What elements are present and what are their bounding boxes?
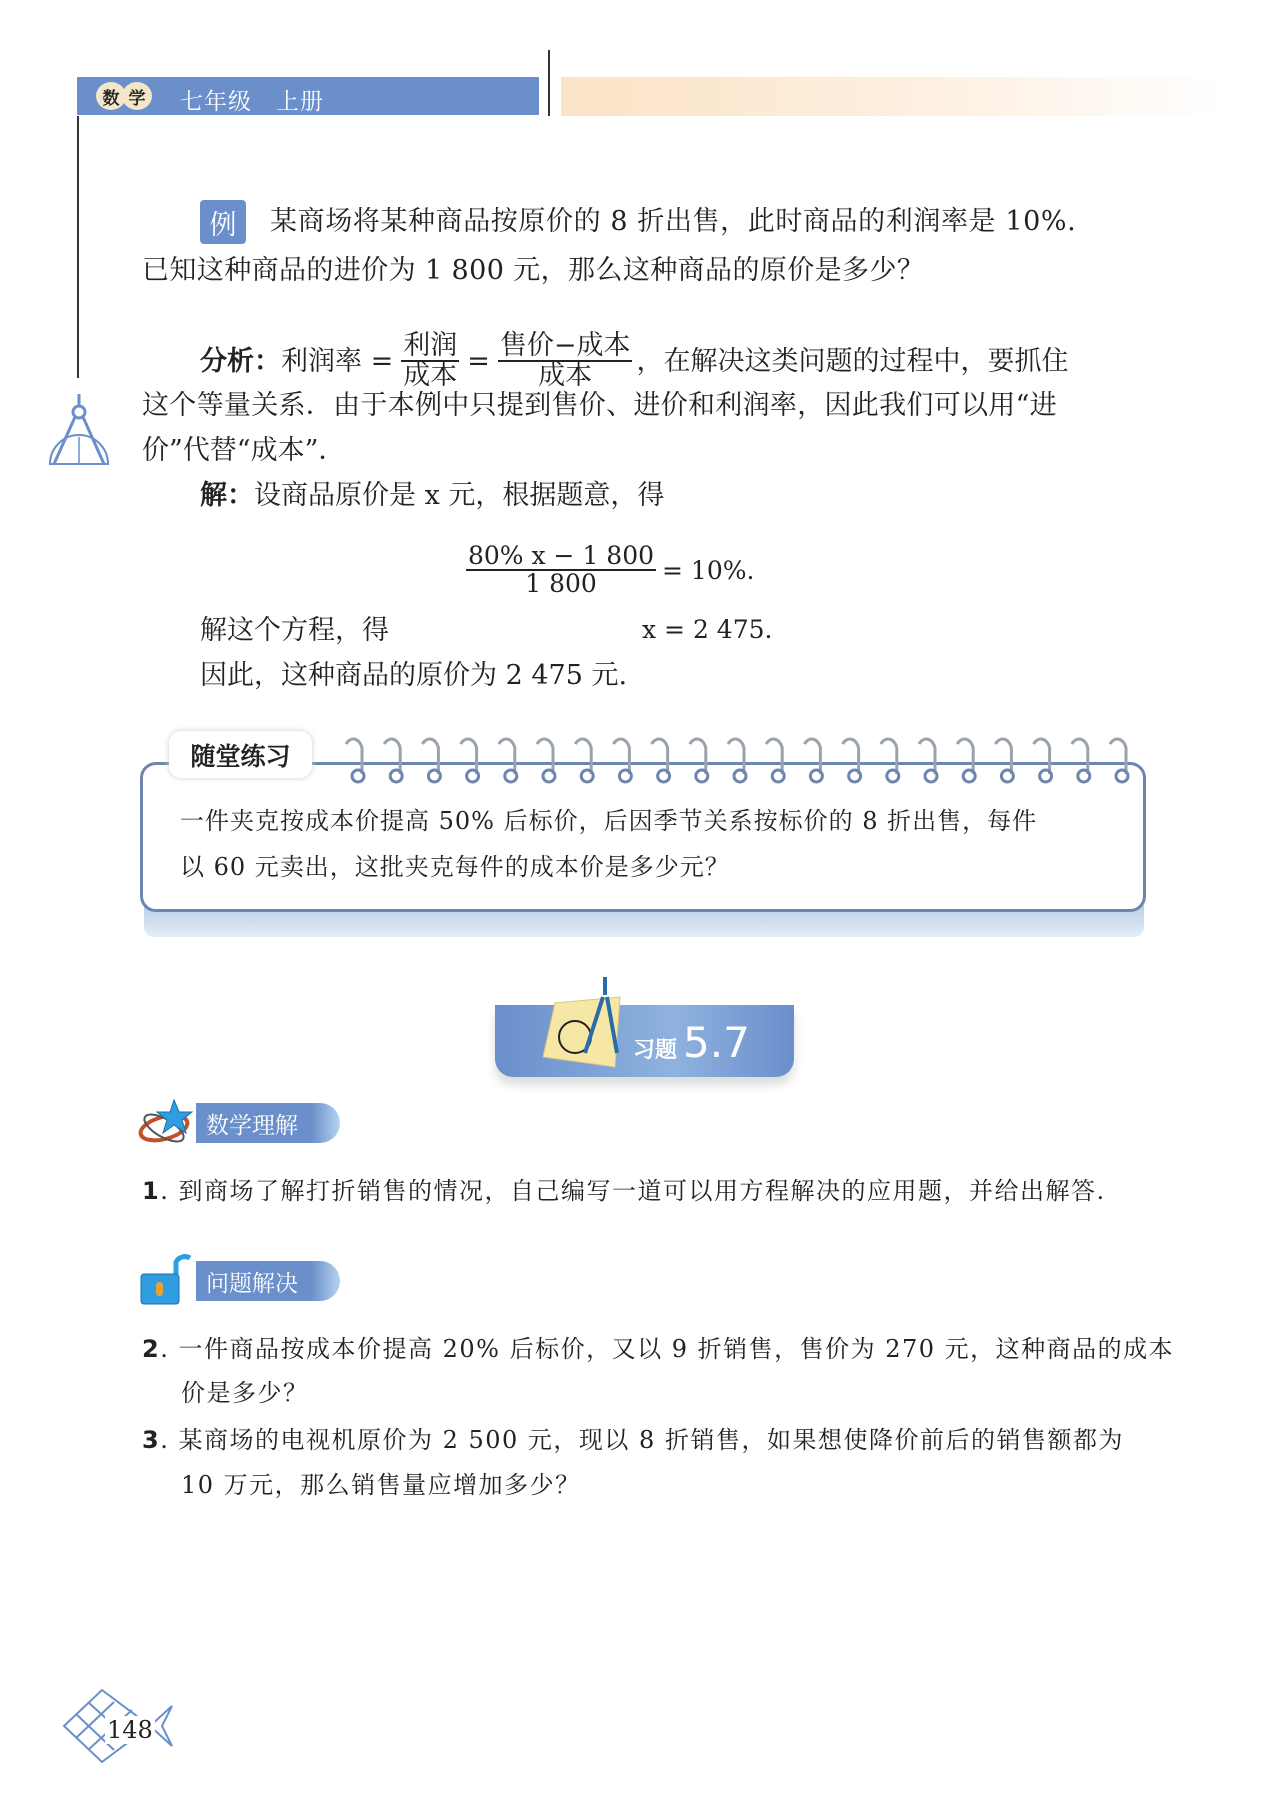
grade-title: 七年级 上册 (180, 89, 324, 115)
analysis-line-2: 这个等量关系．由于本例中只提到售价、进价和利润率，因此我们可以用“进 (142, 390, 1058, 421)
spiral-hole (772, 770, 784, 782)
spiral-hole (619, 770, 631, 782)
exercise-label: 习题 (633, 1038, 678, 1063)
practice-line-1: 一件夹克按成本价提高 50% 后标价，后因季节关系按标价的 8 折出售，每件 (180, 807, 1038, 835)
numerator: 利润 (403, 330, 458, 361)
question-1: 1. 到商场了解打折销售的情况，自己编写一道可以用方程解决的应用题，并给出解答. (142, 1177, 1106, 1205)
spiral-hole (849, 770, 861, 782)
equals-sign: = (467, 345, 490, 377)
question-2-cont: 价是多少？ (181, 1379, 309, 1407)
spiral-hole (428, 770, 440, 782)
open-lock-icon (138, 1250, 194, 1306)
question-3: 3. 某商场的电视机原价为 2 500 元，现以 8 折销售，如果想使降价前后的销售额都为 (142, 1426, 1124, 1454)
spiral-hole (1116, 770, 1128, 782)
spiral-hole (1001, 770, 1013, 782)
spiral-binding (340, 726, 1140, 786)
numerator: 80% x − 1 800 (468, 541, 655, 570)
practice-line-2: 以 60 元卖出，这批夹克每件的成本价是多少元？ (180, 853, 730, 881)
example-line-2: 已知这种商品的进价为 1 800 元，那么这种商品的原价是多少？ (142, 255, 925, 286)
question-2: 2. 一件商品按成本价提高 20% 后标价，又以 9 折销售，售价为 270 元，这种商品的成本 (142, 1335, 1175, 1363)
section-label-problem-solving: 问题解决 (196, 1261, 340, 1301)
spiral-hole (658, 770, 670, 782)
analysis-rest: ，在解决这类问题的过程中，要抓住 (636, 345, 1069, 377)
solve-label: 解这个方程，得 (200, 615, 389, 646)
solution-label: 解： (200, 480, 254, 511)
spiral-hole (1040, 770, 1052, 782)
question-number: 2 (142, 1335, 161, 1363)
spiral-hole (887, 770, 899, 782)
subject-logo (96, 82, 148, 110)
practice-label: 随堂练习 (169, 731, 312, 778)
exercise-title (633, 1018, 750, 1067)
solution-line-1 (200, 482, 664, 509)
example-badge: 例 (200, 200, 246, 244)
fraction-price-minus-cost (498, 332, 633, 391)
spiral-hole (543, 770, 555, 782)
conclusion: 因此，这种商品的原价为 2 475 元. (200, 660, 628, 691)
spiral-hole (467, 770, 479, 782)
note-compass-icon (535, 975, 630, 1075)
analysis-line-3: 价”代替“成本”． (142, 435, 346, 466)
spiral-hole (390, 770, 402, 782)
analysis-lhs: 利润率 = (281, 345, 394, 377)
spiral-hole (734, 770, 746, 782)
fraction-profit-over-cost (401, 332, 459, 391)
page-number: 148 (107, 1716, 153, 1744)
numerator: 售价−成本 (499, 330, 631, 361)
denominator: 成本 (538, 360, 593, 392)
question-number: 1 (142, 1177, 161, 1205)
question-text: 到商场了解打折销售的情况，自己编写一道可以用方程解决的应用题，并给出解答. (178, 1177, 1106, 1205)
atom-star-icon (138, 1098, 196, 1148)
question-text: 某商场的电视机原价为 2 500 元，现以 8 折销售，如果想使降价前后的销售额都为 (178, 1426, 1124, 1454)
analysis-line-1 (200, 332, 1068, 391)
spiral-hole (963, 770, 975, 782)
question-text: 一件商品按成本价提高 20% 后标价，又以 9 折销售，售价为 270 元，这种商品的成本 (178, 1335, 1175, 1363)
spiral-hole (352, 770, 364, 782)
subject-char: 学 (122, 82, 152, 110)
compass-protractor-icon (46, 392, 112, 472)
question-3-cont: 10 万元，那么销售量应增加多少？ (181, 1471, 581, 1499)
equation-rhs: = 10%. (662, 555, 755, 585)
section-label-math-understanding: 数学理解 (196, 1103, 340, 1143)
spiral-hole (505, 770, 517, 782)
denominator: 成本 (403, 360, 458, 392)
example-line-1: 某商场将某种商品按原价的 8 折出售，此时商品的利润率是 10%. (270, 206, 1077, 237)
header-vertical-divider (548, 50, 550, 116)
spiral-hole (581, 770, 593, 782)
solution-text: 设商品原价是 x 元，根据题意，得 (254, 480, 665, 511)
solve-result: x = 2 475. (642, 615, 773, 644)
denominator: 1 800 (525, 569, 597, 599)
margin-line (77, 116, 79, 378)
spiral-hole (696, 770, 708, 782)
equation-fraction (466, 543, 656, 598)
exercise-number: 5.7 (683, 1018, 750, 1067)
subject-char: 数 (96, 82, 126, 110)
equation (466, 543, 754, 598)
question-number: 3 (142, 1426, 161, 1454)
header-gradient-bar (561, 77, 1222, 116)
analysis-label: 分析： (200, 345, 281, 377)
spiral-hole (1078, 770, 1090, 782)
spiral-hole (810, 770, 822, 782)
spiral-hole (925, 770, 937, 782)
